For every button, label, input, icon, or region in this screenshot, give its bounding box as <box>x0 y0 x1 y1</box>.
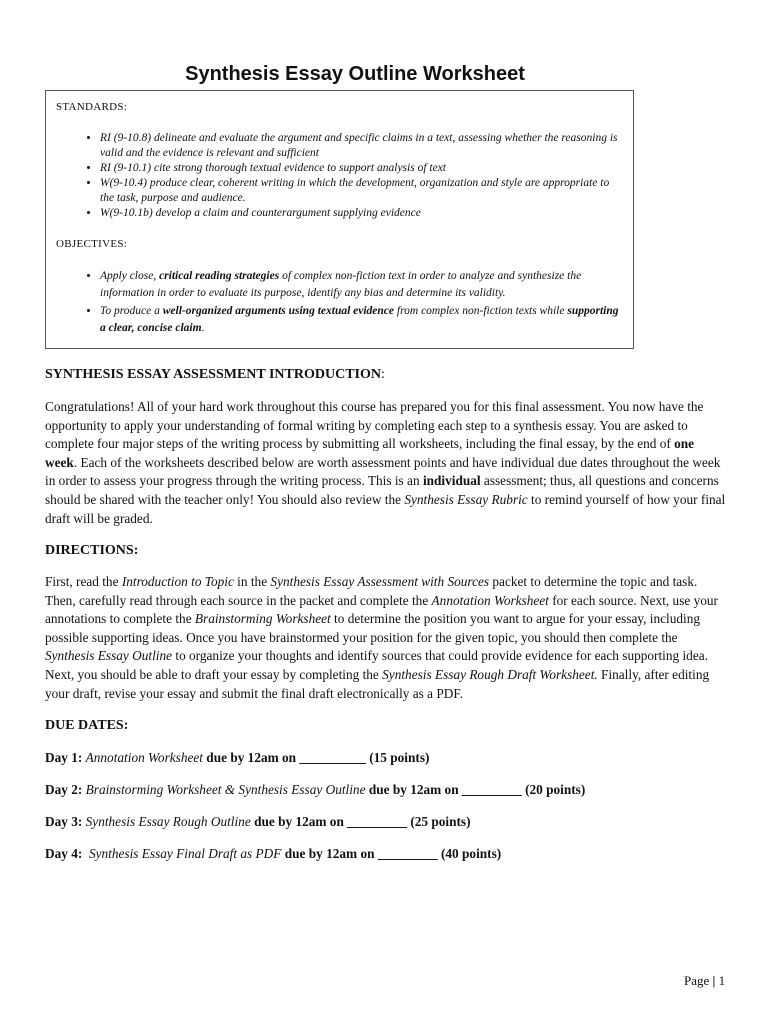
emphasis: individual <box>422 473 481 489</box>
standard-item: • RI (9-10.8) delineate and evaluate the argument and specific claims in a text, assessing whether the reasoning is valid and the evidence is relevant and sufficient <box>100 131 623 161</box>
text-run: . Each of the worksheets described below are worth assessment points and have individual due dates throughout the week in order to assess your progress through the writing process. This is an <box>45 454 721 489</box>
doc-reference: Synthesis Essay Rubric <box>404 491 528 507</box>
directions-heading: DIRECTIONS: <box>45 543 139 558</box>
text-run: Finally, after editing your draft, revise your essay and submit the final draft electronically as a PDF. <box>45 666 710 701</box>
deadline: due by 12am on _________ (20 points) <box>368 782 586 797</box>
objectives-heading: OBJECTIVES: <box>56 238 128 250</box>
doc-reference: Introduction to Topic <box>121 574 234 589</box>
text-run: First, read the <box>45 574 122 589</box>
text-run: to remind yourself of how your final draft will be graded. <box>45 491 726 526</box>
standard-item: • RI (9-10.1) cite strong thorough textual evidence to support analysis of text <box>100 161 623 176</box>
doc-reference: Brainstorming Worksheet <box>194 611 331 627</box>
deadline: due by 12am on _________ (40 points) <box>284 846 502 861</box>
page-title: Synthesis Essay Outline Worksheet <box>185 63 525 86</box>
objectives-list <box>56 268 623 337</box>
page-label: Page <box>684 973 710 988</box>
text-run: Apply close, <box>100 270 160 282</box>
doc-reference: Annotation Worksheet <box>431 592 549 608</box>
objective-item <box>100 268 623 302</box>
standards-list <box>56 131 623 221</box>
doc-reference: Synthesis Essay Outline <box>45 648 173 664</box>
task-name: Synthesis Essay Final Draft as PDF <box>88 846 282 861</box>
doc-reference: Synthesis Essay Assessment with Sources <box>270 574 490 589</box>
text-run: from complex non-fiction texts while <box>394 305 568 317</box>
emphasis: one week <box>45 436 695 470</box>
due-date-row <box>45 750 429 766</box>
due-date-row <box>45 814 471 830</box>
intro-paragraph <box>45 398 727 528</box>
deadline: due by 12am on __________ (15 points) <box>206 750 430 765</box>
text-run: for each source. Next, use your annotations to complete the <box>45 592 718 627</box>
emphasis: supporting a clear, concise claim <box>100 305 619 334</box>
emphasis: critical reading strategies <box>159 270 280 282</box>
intro-heading <box>45 367 385 383</box>
task-name: Annotation Worksheet <box>85 750 203 765</box>
page-number: 1 <box>718 973 726 988</box>
day-label: Day 2: <box>45 782 83 797</box>
intro-heading-text: SYNTHESIS ESSAY ASSESSMENT INTRODUCTION <box>45 367 381 382</box>
text-run: Congratulations! All of your hard work throughout this course has prepared you for this final assessment. You now have the opportunity to apply your understanding of formal writing by completing each step to a synthesis essay. You are asked to complete four major steps of the writing process by submitting all worksheets, including the final essay, by the end of <box>45 399 704 452</box>
text-run: to determine the position you want to argue for your essay, including possible supporting ideas. Once you have brainstormed your position for the given topic, you should then complete the <box>45 611 701 645</box>
due-date-row <box>45 846 501 862</box>
text-run: in the <box>233 574 271 589</box>
deadline: due by 12am on _________ (25 points) <box>254 814 471 829</box>
emphasis: well-organized arguments using textual evidence <box>162 305 395 317</box>
text-run: . <box>201 322 205 334</box>
standard-item: • W(9-10.1b) develop a claim and counterargument supplying evidence <box>100 206 623 221</box>
standards-objectives-box <box>45 90 634 349</box>
doc-reference: Synthesis Essay Rough Draft Worksheet. <box>382 666 598 682</box>
due-date-row <box>45 782 585 798</box>
intro-heading-colon: : <box>381 367 385 382</box>
footer-separator: | <box>712 973 716 988</box>
text-run: To produce a <box>100 305 163 317</box>
standards-heading: STANDARDS: <box>56 101 128 113</box>
due-dates-heading: DUE DATES: <box>45 718 129 733</box>
directions-paragraph <box>45 573 727 703</box>
page-number-footer <box>684 973 725 989</box>
text-run: packet to determine the topic and task. Then, carefully read through each source in the packet and complete the <box>45 574 698 608</box>
day-label: Day 4: <box>45 846 83 861</box>
day-label: Day 3: <box>45 814 83 829</box>
day-label: Day 1: <box>45 750 83 765</box>
task-name: Synthesis Essay Rough Outline <box>85 814 251 829</box>
task-name: Brainstorming Worksheet & Synthesis Essay Outline <box>85 782 366 797</box>
objective-item <box>100 303 623 337</box>
text-run: to organize your thoughts and identify sources that could provide evidence for each supporting idea. Next, you should be able to draft your essay by completing the <box>45 648 708 682</box>
standard-item: • W(9-10.4) produce clear, coherent writing in which the development, organization and style are appropriate to the task, purpose and audience. <box>100 176 623 206</box>
text-run: of complex non-fiction text in order to analyze and synthesize the information in order to evaluate its purpose, identify any bias and determine its validity. <box>100 270 582 299</box>
text-run: assessment; thus, all questions and concerns should be shared with the teacher only! You should also review the <box>45 473 719 507</box>
